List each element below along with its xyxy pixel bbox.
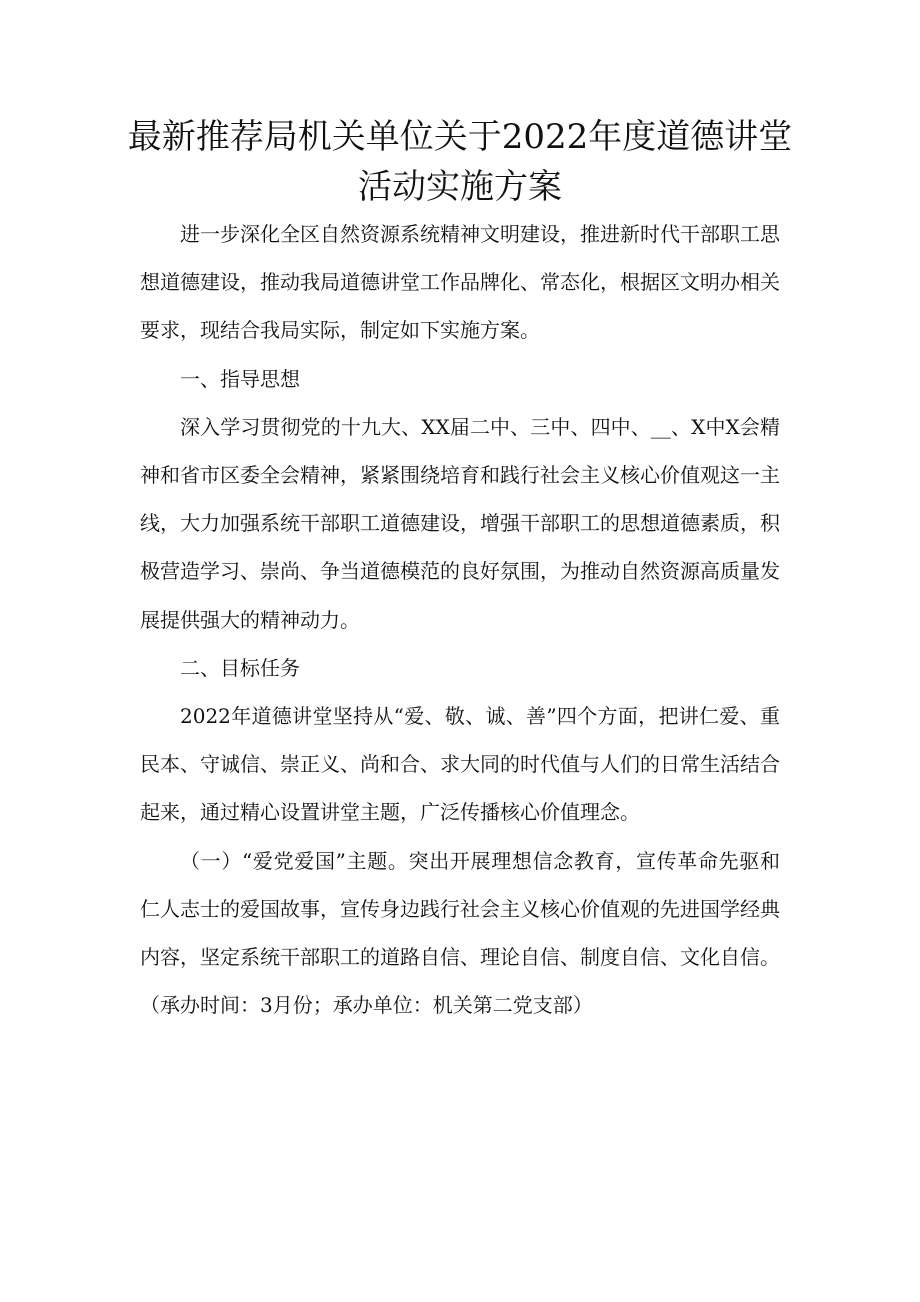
document-body (140, 210, 780, 1029)
document-title: 最新推荐局机关单位关于2022年度道德讲堂活动实施方案 (127, 117, 793, 207)
goals-tasks-paragraph: 2022年道德讲堂坚持从“爱、敬、诚、善”四个方面，把讲仁爱、重民本、守诚信、崇正义、尚和合、求大同的时代值与人们的日常生活结合起来，通过精心设置讲堂主题，广泛传播核心价值理念。 (140, 704, 780, 825)
section-heading-guiding-ideology: 一、指导思想 (180, 366, 300, 391)
intro-paragraph: 进一步深化全区自然资源系统精神文明建设，推进新时代干部职工思想道德建设，推动我局道德讲堂工作品牌化、常态化，根据区文明办相关要求，现结合我局实际，制定如下实施方案。 (140, 222, 780, 343)
guiding-ideology-paragraph: 深入学习贯彻党的十九大、XX届二中、三中、四中、__、X中X会精神和省市区委全会精神，紧紧围绕培育和践行社会主义核心价值观这一主线，大力加强系统干部职工道德建设，增强干部职工的思想道德素质，积极营造学习、崇尚、争当道德模范的良好氛围，为推动自然资源高质量发展提供强大的精神动力。 (140, 414, 780, 632)
theme-one-paragraph: （一）“爱党爱国”主题。突出开展理想信念教育，宣传革命先驱和仁人志士的爱国故事，宣传身边践行社会主义核心价值观的先进国学经典内容，坚定系统干部职工的道路自信、理论自信、制度自信、文化自信。（承办时间：3月份；承办单位：机关第二党支部） (140, 848, 780, 1018)
section-heading-goals-tasks: 二、目标任务 (180, 655, 300, 680)
